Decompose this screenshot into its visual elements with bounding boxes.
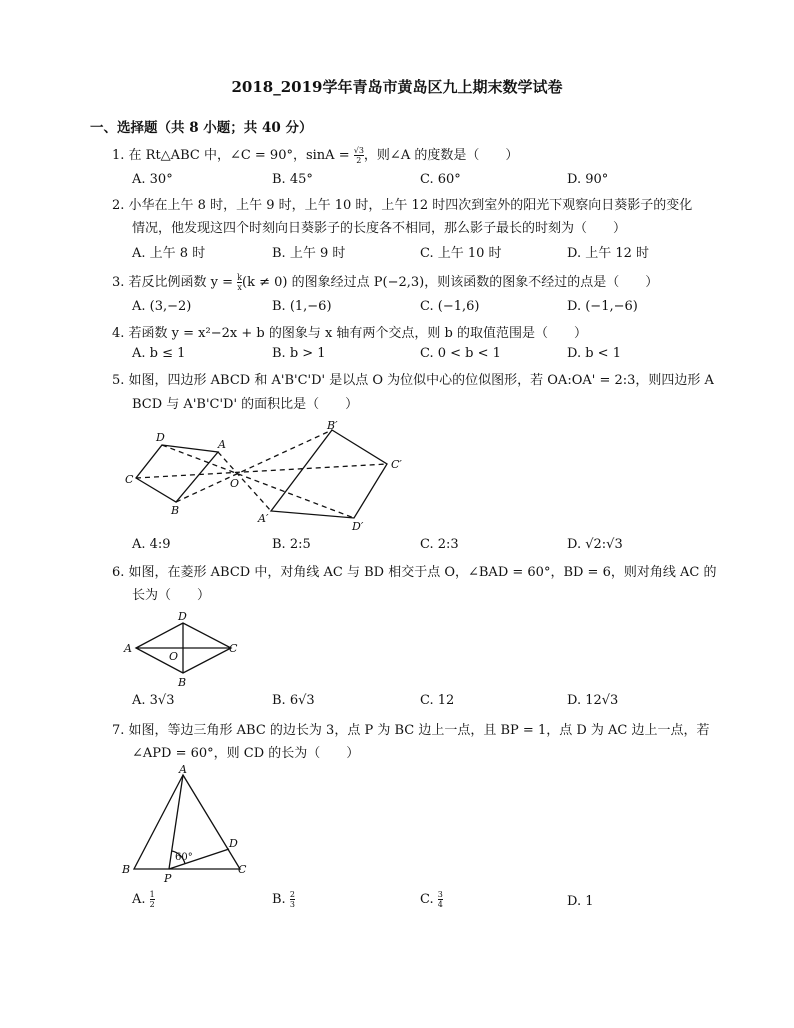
- fraction: [438, 890, 443, 909]
- q5-option-c[interactable]: C. 2:3: [420, 537, 459, 552]
- option-prefix: B.: [272, 892, 290, 907]
- q6-option-c[interactable]: C. 12: [420, 693, 455, 708]
- q1-option-c[interactable]: C. 60°: [420, 172, 461, 187]
- fraction-denominator: 2: [356, 156, 362, 165]
- label-c: C: [125, 473, 134, 486]
- fraction-denominator: 3: [289, 900, 295, 909]
- homothety-figure: [120, 415, 410, 535]
- question-5-line-2: BCD 与 A'B'C'D' 的面积比是（ ）: [132, 397, 359, 412]
- fraction-denominator: 2: [149, 900, 155, 909]
- fraction-numerator: k: [237, 273, 243, 282]
- fraction-numerator: 2: [289, 890, 295, 899]
- fraction: [354, 146, 364, 165]
- label-a: A: [179, 765, 187, 776]
- q6-option-a[interactable]: A. 3√3: [132, 693, 175, 708]
- triangle-figure: [120, 765, 260, 885]
- label-a-prime: A′: [258, 512, 269, 525]
- section-heading: 一、选择题（共 8 小题；共 40 分）: [90, 120, 313, 136]
- q7-option-c[interactable]: [420, 890, 443, 909]
- label-c-prime: C′: [391, 458, 402, 471]
- label-b: B: [171, 504, 180, 517]
- option-prefix: D. 1: [567, 894, 594, 909]
- label-b: B: [178, 676, 187, 688]
- label-a: A: [124, 642, 132, 655]
- option-prefix: C.: [420, 892, 438, 907]
- quad-apbpcpdp: [271, 430, 387, 518]
- q2-option-b[interactable]: B. 上午 9 时: [272, 246, 346, 261]
- fraction: [150, 890, 155, 909]
- question-7-line-2: ∠APD = 60°，则 CD 的长为（ ）: [132, 746, 360, 761]
- label-d-prime: D′: [352, 520, 364, 533]
- label-d: D: [156, 431, 165, 444]
- q2-option-a[interactable]: A. 上午 8 时: [132, 246, 206, 261]
- question-5-line-1: 5. 如图，四边形 ABCD 和 A'B'C'D' 是以点 O 为位似中心的位似图形，若 OA:OA' = 2:3，则四边形 A: [112, 373, 714, 388]
- q7-option-a[interactable]: [132, 890, 155, 909]
- question-3-text-a: 3. 若反比例函数 y =: [112, 275, 238, 290]
- q2-option-c[interactable]: C. 上午 10 时: [420, 246, 502, 261]
- q3-option-c[interactable]: C. (−1,6): [420, 299, 480, 314]
- label-c: C: [238, 863, 247, 876]
- fraction-numerator: 3: [437, 890, 443, 899]
- q7-option-d[interactable]: [567, 894, 594, 909]
- page-title: 2018_2019学年青岛市黄岛区九上期末数学试卷: [231, 78, 563, 96]
- label-c: C: [229, 642, 238, 655]
- q2-option-d[interactable]: D. 上午 12 时: [567, 246, 650, 261]
- label-o: O: [169, 650, 179, 663]
- question-2-line-1: 2. 小华在上午 8 时，上午 9 时，上午 10 时，上午 12 时四次到室外的阳光下观察向日葵影子的变化: [112, 198, 693, 213]
- question-6-line-2: 长为（ ）: [132, 588, 211, 603]
- question-6-line-1: 6. 如图，在菱形 ABCD 中，对角线 AC 与 BD 相交于点 O，∠BAD = 60°，BD = 6，则对角线 AC 的: [112, 565, 717, 580]
- fraction-denominator: x: [237, 283, 242, 292]
- q7-option-b[interactable]: [272, 890, 295, 909]
- question-2-line-2: 情况，他发现这四个时刻向日葵影子的长度各不相同，那么影子最长的时刻为（ ）: [132, 221, 627, 236]
- q3-option-b[interactable]: B. (1,−6): [272, 299, 332, 314]
- question-4: 4. 若函数 y = x²−2x + b 的图象与 x 轴有两个交点，则 b 的取值范围是（ ）: [112, 326, 588, 341]
- option-prefix: A.: [132, 892, 150, 907]
- q4-option-d[interactable]: D. b < 1: [567, 346, 621, 361]
- fraction-numerator: 1: [149, 890, 155, 899]
- question-1: [112, 145, 518, 167]
- fraction: [290, 890, 295, 909]
- label-b-prime: B′: [327, 419, 338, 432]
- label-o: O: [230, 477, 240, 490]
- question-3: [112, 272, 658, 294]
- question-1-text-a: 1. 在 Rt△ABC 中，∠C = 90°，sinA =: [112, 148, 354, 163]
- fraction-denominator: 4: [437, 900, 443, 909]
- label-d: D: [229, 837, 238, 850]
- question-1-text-b: ，则∠A 的度数是（ ）: [363, 148, 519, 163]
- label-a: A: [218, 438, 226, 451]
- q6-option-d[interactable]: D. 12√3: [567, 693, 619, 708]
- angle-label: 60°: [175, 852, 193, 863]
- q5-option-a[interactable]: A. 4:9: [132, 537, 171, 552]
- q4-option-a[interactable]: A. b ≤ 1: [132, 346, 186, 361]
- q1-option-d[interactable]: D. 90°: [567, 172, 609, 187]
- q1-option-b[interactable]: B. 45°: [272, 172, 313, 187]
- q3-option-d[interactable]: D. (−1,−6): [567, 299, 638, 314]
- q6-option-b[interactable]: B. 6√3: [272, 693, 315, 708]
- question-3-text-b: (k ≠ 0) 的图象经过点 P(−2,3)，则该函数的图象不经过的点是（ ）: [242, 275, 659, 290]
- rhombus-figure: [120, 608, 245, 688]
- q3-option-a[interactable]: A. (3,−2): [132, 299, 192, 314]
- label-b: B: [122, 863, 131, 876]
- q1-option-a[interactable]: A. 30°: [132, 172, 173, 187]
- label-p: P: [164, 872, 172, 885]
- q5-option-b[interactable]: B. 2:5: [272, 537, 311, 552]
- question-7-line-1: 7. 如图，等边三角形 ABC 的边长为 3，点 P 为 BC 边上一点，且 BP = 1，点 D 为 AC 边上一点，若: [112, 723, 710, 738]
- q4-option-c[interactable]: C. 0 < b < 1: [420, 346, 501, 361]
- label-d: D: [178, 610, 187, 623]
- q4-option-b[interactable]: B. b > 1: [272, 346, 326, 361]
- q5-option-d[interactable]: D. √2:√3: [567, 537, 623, 552]
- fraction-numerator: √3: [353, 146, 364, 155]
- quad-abcd: [136, 445, 218, 502]
